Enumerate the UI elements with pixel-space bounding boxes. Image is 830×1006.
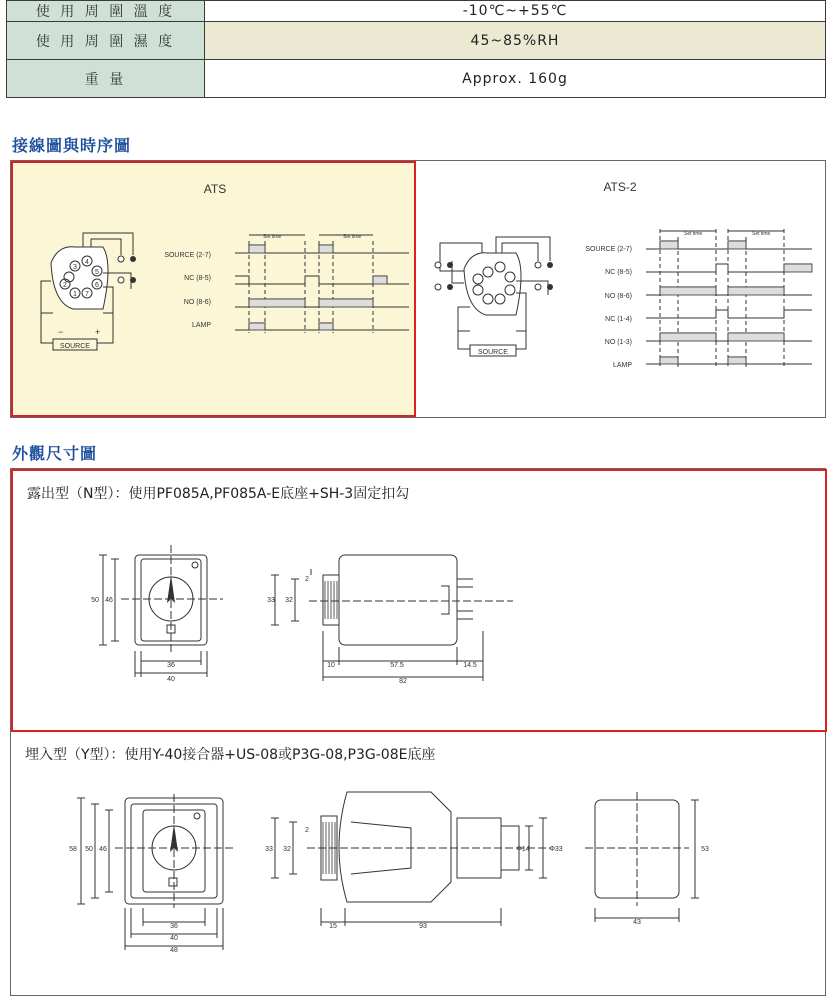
- ats2-socket: [440, 237, 550, 356]
- wiring-diagram-box: [10, 160, 826, 418]
- ats-title: ATS: [203, 182, 227, 196]
- ats-socket: [51, 247, 108, 309]
- timing-label: SOURCE (2-7): [585, 246, 632, 253]
- dim-label: 40: [167, 676, 175, 683]
- dim-label: 46: [99, 846, 107, 853]
- source-label: SOURCE: [478, 349, 508, 356]
- spec-label: 使 用 周 圍 濕 度: [7, 22, 205, 60]
- spec-value: -10℃~+55℃: [205, 1, 826, 22]
- timing-label: NC (8-5): [184, 275, 211, 282]
- set-time-label: Set time: [343, 234, 362, 240]
- dim-label: 46: [105, 597, 113, 604]
- ats2-diagram: [416, 161, 825, 417]
- spec-label: 重 量: [7, 60, 205, 98]
- dim-label: 93: [419, 923, 427, 930]
- dim-label: 53: [701, 846, 709, 853]
- spec-table: [6, 0, 826, 98]
- spec-row: [7, 22, 826, 60]
- ats2-title: ATS-2: [603, 180, 637, 194]
- ats2-timing-chart: [646, 229, 812, 367]
- spec-label: 使 用 周 圍 溫 度: [7, 1, 205, 22]
- spec-row: [7, 1, 826, 22]
- pin-label: 4: [85, 259, 89, 266]
- y-type-drawing: [11, 732, 825, 997]
- dim-label: 10: [327, 662, 335, 669]
- pin-label: 1: [73, 291, 77, 298]
- dimensions-box: [10, 468, 826, 996]
- dim-label: 43: [633, 919, 641, 926]
- y-type-caption: 埋入型（Y型）：使用Y-40接合器+US-08或P3G-08,P3G-08E底座: [25, 747, 436, 763]
- y-type-panel: [11, 732, 827, 997]
- timing-label: NO (8-6): [183, 299, 211, 306]
- wiring-section-title: 接線圖與時序圖: [12, 136, 132, 155]
- dim-label: 33: [267, 597, 275, 604]
- n-type-drawing: [13, 471, 825, 730]
- source-label: SOURCE: [60, 343, 90, 350]
- dim-label: 14.5: [463, 662, 477, 669]
- dim-label: Φ14: [516, 846, 530, 853]
- pin-label: 2: [63, 282, 67, 289]
- dim-label: 57.5: [390, 662, 404, 669]
- y-side-outline: [339, 792, 451, 902]
- timing-label: NC (1-4): [605, 316, 632, 323]
- pin-label: 7: [85, 291, 89, 298]
- ats2-panel: [416, 161, 825, 417]
- pin-label: 6: [95, 282, 99, 289]
- dim-label: 58: [69, 846, 77, 853]
- dim-label: 2: [305, 576, 309, 583]
- timing-label: LAMP: [191, 322, 211, 329]
- spec-row: [7, 60, 826, 98]
- ats-diagram: [13, 163, 414, 417]
- dim-label: 2: [305, 827, 309, 834]
- dim-label: Φ33: [549, 846, 563, 853]
- dim-label: 40: [170, 935, 178, 942]
- ats-panel: [11, 161, 416, 417]
- timing-label: SOURCE (2-7): [164, 252, 211, 259]
- minus-sign: −: [58, 327, 64, 337]
- pin-label: 5: [95, 269, 99, 276]
- dim-label: 48: [170, 947, 178, 954]
- dim-label: 36: [170, 923, 178, 930]
- pin-label: 3: [73, 264, 77, 271]
- dim-label: 36: [167, 662, 175, 669]
- n-type-caption: 露出型（N型）：使用PF085A,PF085A-E底座+SH-3固定扣勾: [27, 486, 410, 502]
- set-time-label: Set time: [263, 234, 282, 240]
- dim-label: 32: [285, 597, 293, 604]
- dim-label: 15: [329, 923, 337, 930]
- dim-label: 32: [283, 846, 291, 853]
- set-time-label: Set time: [684, 231, 703, 237]
- dim-label: 50: [91, 597, 99, 604]
- spec-value: 45~85%RH: [205, 22, 826, 60]
- plus-sign: +: [95, 327, 101, 337]
- n-type-panel: [11, 469, 827, 732]
- timing-label: NO (1-3): [604, 339, 632, 346]
- dim-label: 50: [85, 846, 93, 853]
- dim-label: 82: [399, 678, 407, 685]
- dim-label: 33: [265, 846, 273, 853]
- spec-value: Approx. 160g: [205, 60, 826, 98]
- dimensions-section-title: 外觀尺寸圖: [12, 444, 98, 463]
- timing-label: NO (8-6): [604, 293, 632, 300]
- n-side-outline: [339, 555, 457, 645]
- set-time-label: Set time: [752, 231, 771, 237]
- timing-label: NC (8-5): [605, 269, 632, 276]
- timing-label: LAMP: [612, 362, 632, 369]
